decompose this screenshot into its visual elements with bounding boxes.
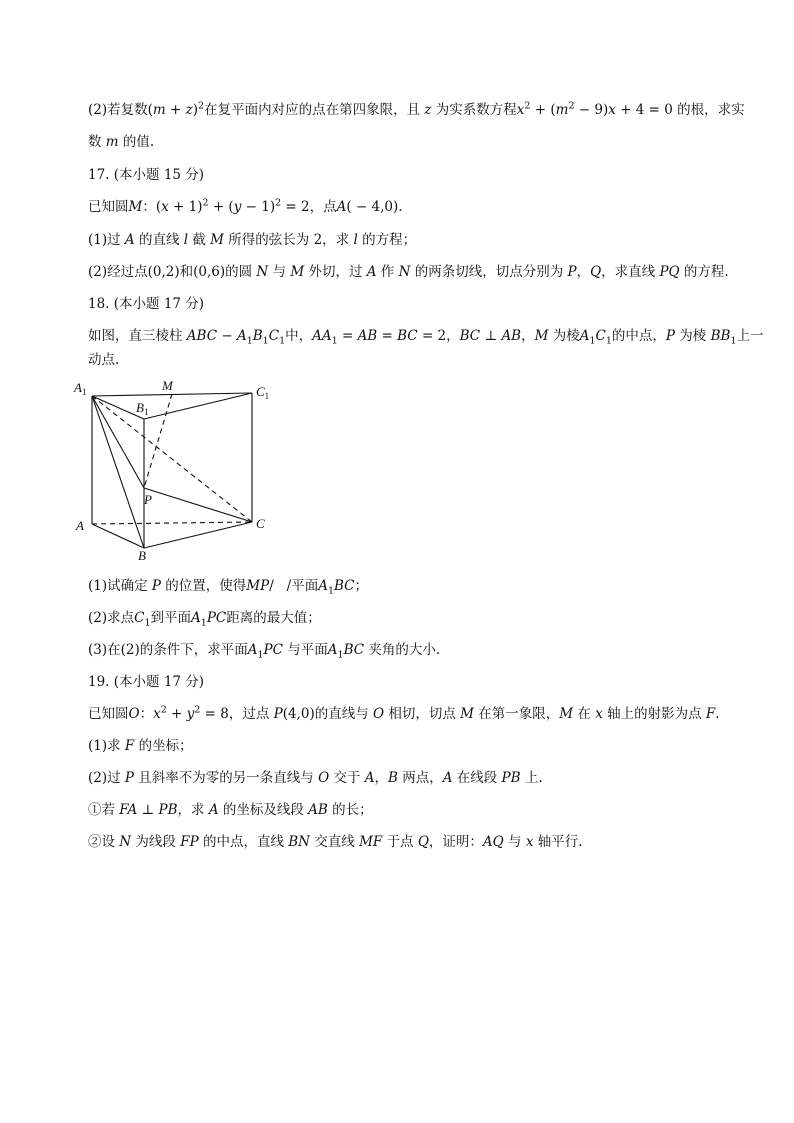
text: 的方程； <box>362 232 417 248</box>
text: 已知圆 <box>88 706 129 722</box>
text: ②设 <box>88 834 115 850</box>
segment-p-c <box>144 488 252 522</box>
text: 数 <box>88 134 102 150</box>
text: ； <box>354 578 369 594</box>
edge-b-c <box>144 522 252 548</box>
text: ，求直线 <box>601 264 656 280</box>
problem-19-statement: 已知圆O：$x^2 + y^2 = 8$，过点 P(4,0)的直线与 O 相切，切点 M 在第一象限，M 在 x 轴上的射影为点 F. <box>88 704 720 722</box>
text: 的中点，直线 <box>202 834 284 850</box>
problem-18-part-2: (2)求点$C_1$到平面$A_1PC$距离的最大值； <box>88 610 321 629</box>
text: 所得的弦长为 2，求 <box>228 232 350 248</box>
edge-a-b <box>92 524 144 548</box>
text: 的根，求实 <box>677 102 745 118</box>
text: (2)经过点(0,2)和(0,6)的圆 <box>88 264 253 280</box>
text: 的位置，使得 <box>165 578 247 594</box>
problem-18-statement-line-2: 动点. <box>88 352 120 368</box>
problem-19-header: 19. (本小题 17 分) <box>88 674 205 690</box>
text: 且斜率不为零的另一条直线与 <box>138 770 314 786</box>
problem-17-header: 17. (本小题 15 分) <box>88 167 205 183</box>
text: 夹角的大小. <box>368 642 441 658</box>
edge-b1-c1 <box>144 393 252 419</box>
text: 在 <box>577 706 591 722</box>
text: 作 <box>380 264 395 280</box>
label-c: C <box>256 516 265 531</box>
text: 与平面 <box>287 642 328 658</box>
text: 到平面 <box>150 610 192 626</box>
problem-19-part-2: (2)过 P 且斜率不为零的另一条直线与 O 交于 A，B 两点，A 在线段 PB 上. <box>88 770 543 786</box>
problem-18-statement-line-1: 如图，直三棱柱 ABC − $A_1B_1C_1$中，$AA_1$ = AB = BC = 2，BC ⊥ AB，M 为棱$A_1C_1$的中点，P 为棱 $BB_1$上一 <box>88 328 764 347</box>
text: 平面 <box>291 578 319 594</box>
text: ，求 <box>177 802 205 818</box>
text: 的中点， <box>611 328 666 344</box>
hidden-edge-a-c <box>92 522 252 524</box>
text: (2)过 <box>88 770 121 786</box>
text: 为实系数方程 <box>435 102 517 118</box>
text: 交于 <box>333 770 361 786</box>
text: 的两条切线，切点分别为 <box>414 264 564 280</box>
problem-18-part-3: (3)在(2)的条件下，求平面$A_1PC$ 与平面$A_1BC$ 夹角的大小. <box>88 642 441 661</box>
text: 的方程. <box>683 264 729 280</box>
text: 在线段 <box>456 770 498 786</box>
text: 的值. <box>122 134 155 150</box>
problem-16-part-2-line-1: (2)若复数$(m + z)^2$在复平面内对应的点在第四象限，且 z 为实系数方程$x^2 + (m^2 - 9)x + 4 = 0$ 的根，求实 <box>88 100 745 118</box>
problem-18-header: 18. (本小题 17 分) <box>88 296 205 312</box>
problem-16-part-2-line-2: 数 m 的值. <box>88 134 155 150</box>
text: 中， <box>285 328 313 344</box>
label-b1: $B_1$ <box>136 400 149 417</box>
text: ，过点 <box>228 706 270 722</box>
text: 已知圆 <box>88 199 129 215</box>
label-c1: $C_1$ <box>256 384 270 401</box>
text: ，点 <box>309 199 337 215</box>
text: ， <box>521 328 535 344</box>
prism-figure <box>70 372 280 564</box>
label-a1: $A_1$ <box>74 380 87 397</box>
label-p: P <box>144 492 152 507</box>
text: 如图，直三棱柱 <box>88 328 183 344</box>
problem-17-part-2: (2)经过点(0,2)和(0,6)的圆 N 与 M 外切，过 A 作 N 的两条切线，切点分别为 P，Q，求直线 PQ 的方程. <box>88 264 729 280</box>
text: 在第一象限， <box>478 706 560 722</box>
text: ， <box>446 328 460 344</box>
problem-18-part-1: (1)试确定 P 的位置，使得MP/ /平面$A_1BC$； <box>88 578 369 597</box>
text: 两点， <box>402 770 443 786</box>
problem-19-part-2-sub-2: ②设 N 为线段 FP 的中点，直线 BN 交直线 MF 于点 Q，证明：AQ 与 x 轴平行. <box>88 834 583 850</box>
text: 的直线与 <box>314 706 369 722</box>
text: 的直线 <box>138 232 180 248</box>
text: 的长； <box>332 802 373 818</box>
text: (3)在(2)的条件下，求平面 <box>88 642 248 658</box>
label-m: M <box>162 378 173 393</box>
text: 距离的最大值； <box>226 610 321 626</box>
text: (2)求点 <box>88 610 135 626</box>
hidden-segment-a1-c <box>92 396 252 522</box>
text: 的坐标； <box>138 738 193 754</box>
text: (2)若复数 <box>88 102 148 118</box>
problem-19-part-1: (1)求 F 的坐标； <box>88 738 193 754</box>
text: 交直线 <box>314 834 355 850</box>
text: ①若 <box>88 802 115 818</box>
text: 外切，过 <box>308 264 363 280</box>
text: 轴上的射影为点 <box>607 706 702 722</box>
label-b: B <box>138 548 146 563</box>
text: 于点 <box>386 834 414 850</box>
segment-a1-b <box>92 396 144 548</box>
text: (1)求 <box>88 738 121 754</box>
text: 在复平面内对应的点在第四象限，且 <box>204 102 421 118</box>
text: 与 <box>508 834 522 850</box>
text: 为线段 <box>135 834 176 850</box>
text: 的坐标及线段 <box>222 802 304 818</box>
text: (1)试确定 <box>88 578 148 594</box>
problem-17-statement: 已知圆M：$(x + 1)^2 + (y - 1)^2 = 2$，点A( − 4,0). <box>88 197 403 215</box>
text: 与 <box>272 264 287 280</box>
text: 截 <box>192 232 206 248</box>
text: 为棱 <box>552 328 580 344</box>
problem-17-part-1: (1)过 A 的直线 l 截 M 所得的弦长为 2，求 l 的方程； <box>88 232 417 248</box>
text: 上. <box>524 770 543 786</box>
text: 相切，切点 <box>388 706 456 722</box>
text: (1)过 <box>88 232 121 248</box>
text: ，证明： <box>428 834 483 850</box>
text: 上一 <box>736 328 764 344</box>
text: 轴平行. <box>537 834 583 850</box>
text: . <box>715 706 720 722</box>
text: 为棱 <box>679 328 707 344</box>
label-a: A <box>76 518 84 533</box>
problem-19-part-2-sub-1: ①若 FA ⊥ PB，求 A 的坐标及线段 AB 的长； <box>88 802 373 818</box>
